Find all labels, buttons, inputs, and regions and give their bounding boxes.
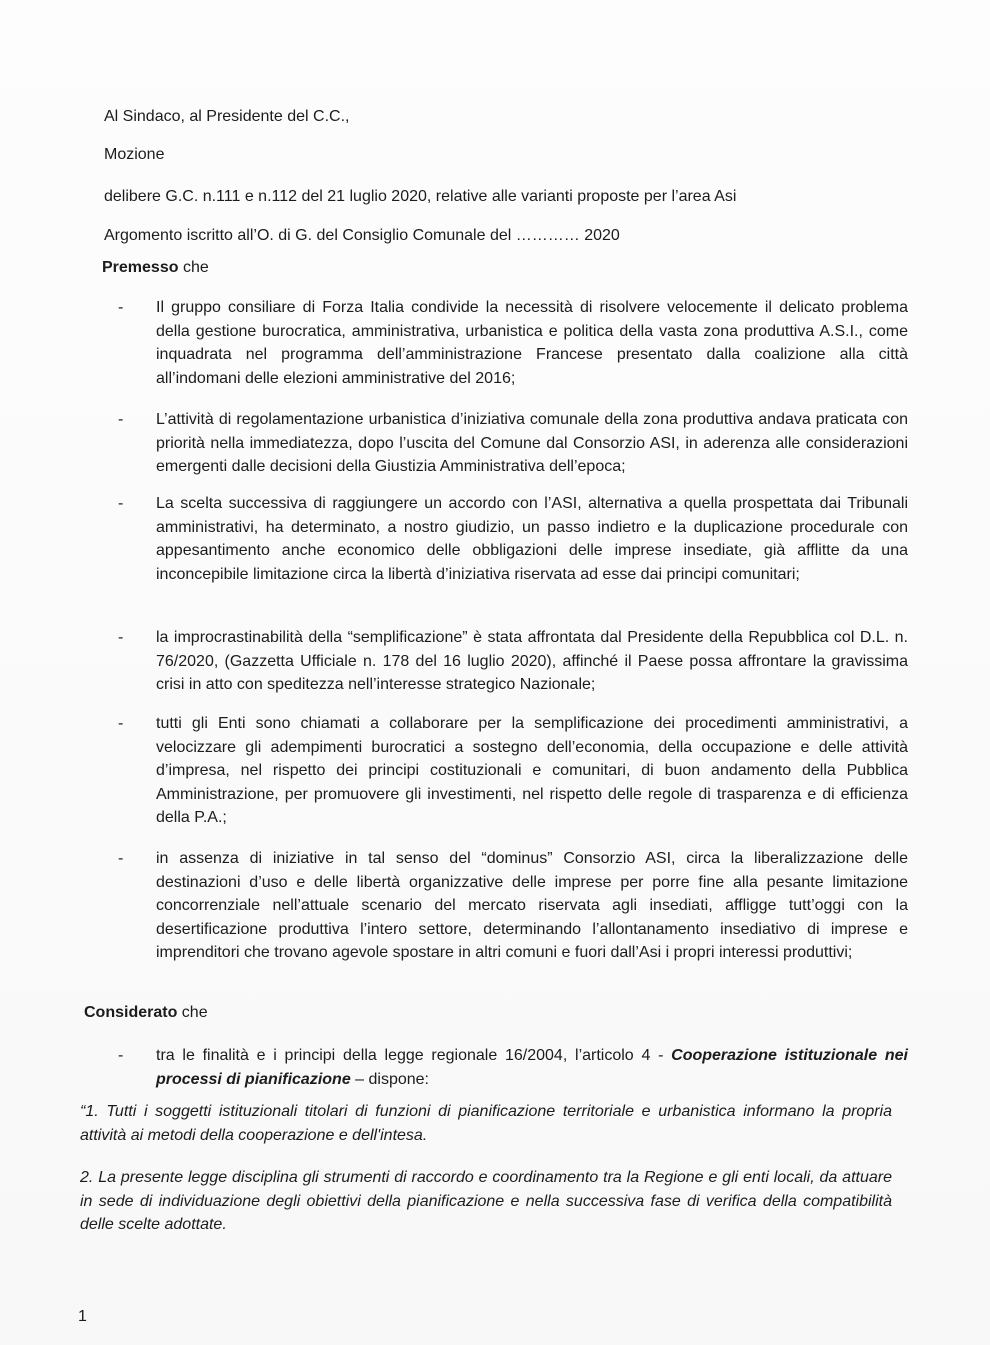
- list-dash: -: [118, 850, 124, 867]
- premesso-heading: [102, 257, 209, 279]
- list-dash: -: [118, 1047, 124, 1064]
- considerato-text-before: tra le finalità e i principi della legge regionale 16/2004, l’articolo 4 -: [156, 1047, 672, 1064]
- premesso-bold: Premesso: [102, 259, 179, 276]
- addressee-line: Al Sindaco, al Presidente del C.C.,: [104, 108, 350, 125]
- premesso-item-text: tutti gli Enti sono chiamati a collaborare per la semplificazione dei procedimenti amministrativi, a velocizzare gli adempimenti burocratici a sostegno dell’economia, della occupazione e delle attività d’impresa, nel rispetto dei principi costituzionali e comunitari, di buon andamento della Pubblica Amministrazione, per promuovere gli investimenti, nel rispetto delle regole di trasparenza e di efficienza della P.A.;: [156, 715, 908, 826]
- considerato-bold: Considerato: [84, 1004, 178, 1021]
- considerato-rest: che: [177, 1004, 208, 1021]
- considerato-text-bold: Cooperazione istituzionale nei processi di pianificazione: [156, 1047, 909, 1088]
- premesso-item: [118, 492, 908, 586]
- considerato-item-text: [156, 1044, 908, 1091]
- considerato-heading: [84, 1002, 208, 1024]
- list-dash: -: [118, 495, 124, 512]
- list-dash: -: [118, 629, 124, 646]
- premesso-item: [118, 296, 908, 390]
- document-type: Mozione: [104, 146, 165, 163]
- document-subject: delibere G.C. n.111 e n.112 del 21 luglio 2020, relative alle varianti proposte per l’area Asi: [104, 188, 737, 205]
- list-dash: -: [118, 411, 124, 428]
- considerato-text-after: – dispone:: [350, 1070, 429, 1088]
- premesso-item-text: in assenza di iniziative in tal senso del “dominus” Consorzio ASI, circa la liberalizzazione delle destinazioni d’uso e delle libertà organizzative delle imprese per porre fine alla pesante limitazione concorrenziale nell’attuale scenario del mercato riservata agli insediati, affligge tutt’oggi con la desertificazione produttiva l’intero settore, determinando l’allontanamento insediativo di imprese e imprenditori che trovano agevole spostare in altri comuni e fuori dall’Asi i propri interessi produttivi;: [156, 850, 908, 961]
- considerato-item: [118, 1044, 908, 1091]
- premesso-item-text: L’attività di regolamentazione urbanistica d’iniziativa comunale della zona produttiva andava praticata con priorità nella immediatezza, dopo l’uscita del Comune dal Consorzio ASI, in aderenza alle considerazioni emergenti dalle decisioni della Giustizia Amministrativa dell’epoca;: [156, 411, 908, 475]
- premesso-item-text: la improcrastinabilità della “semplificazione” è stata affrontata dal Presidente della Repubblica col D.L. n. 76/2020, (Gazzetta Ufficiale n. 178 del 16 luglio 2020), affinché il Paese possa affrontare la gravissima crisi in atto con speditezza nell’interesse strategico Nazionale;: [156, 629, 908, 693]
- list-dash: -: [118, 299, 124, 316]
- premesso-item: [118, 712, 908, 830]
- premesso-item: [118, 626, 908, 697]
- page-number: 1: [78, 1308, 87, 1325]
- premesso-item-text: La scelta successiva di raggiungere un accordo con l’ASI, alternativa a quella prospettata dai Tribunali amministrativi, ha determinato, a nostro giudizio, un passo indietro e la duplicazione procedurale con appesantimento anche economico delle obbligazioni delle imprese insediate, già afflitte da una inconcepibile limitazione circa la libertà d’iniziativa riservata ad esse dai principi comunitari;: [156, 495, 908, 583]
- agenda-line: Argomento iscritto all’O. di G. del Consiglio Comunale del ………… 2020: [104, 227, 620, 244]
- law-quote-paragraph: 2. La presente legge disciplina gli strumenti di raccordo e coordinamento tra la Regione e gli enti locali, da attuare in sede di individuazione degli obiettivi della pianificazione e nella successiva fase di verifica della compatibilità delle scelte adottate.: [80, 1169, 892, 1233]
- premesso-item: [118, 408, 908, 479]
- premesso-rest: che: [178, 259, 209, 276]
- premesso-item: [118, 847, 908, 965]
- premesso-item-text: Il gruppo consiliare di Forza Italia condivide la necessità di risolvere velocemente il delicato problema della gestione burocratica, amministrativa, urbanistica e politica della vasta zona produttiva A.S.I., come inquadrata nel programma dell’amministrazione Francese presentato dalla coalizione alla città all’indomani delle elezioni amministrative del 2016;: [156, 299, 908, 387]
- law-quote-paragraph: “1. Tutti i soggetti istituzionali titolari di funzioni di pianificazione territoriale e urbanistica informano la propria attività ai metodi della cooperazione e dell'intesa.: [80, 1103, 892, 1144]
- list-dash: -: [118, 715, 124, 732]
